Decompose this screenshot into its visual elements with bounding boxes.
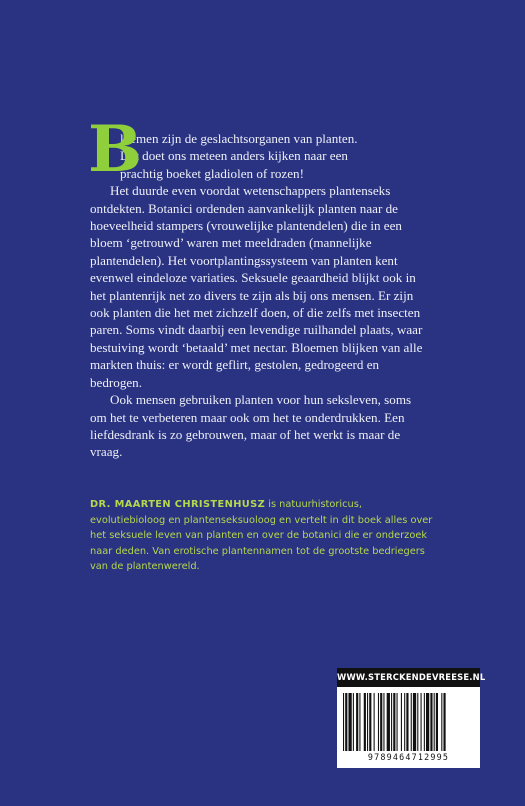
barcode-bar — [413, 693, 416, 751]
lead-line: Dat doet ons meteen anders kijken naar een — [120, 148, 348, 164]
barcode-bar — [411, 693, 412, 751]
barcode-bar — [380, 693, 382, 751]
barcode-bar — [404, 693, 405, 751]
barcode-bar — [441, 693, 442, 751]
barcode-bar — [397, 693, 398, 751]
barcode-panel — [337, 668, 486, 768]
barcode-bar — [356, 693, 358, 751]
barcode-bar — [387, 693, 390, 751]
drop-cap: B — [88, 112, 143, 187]
barcode-bar — [345, 693, 347, 751]
barcode-bar — [426, 693, 429, 751]
isbn-digits: 9789464712995 — [367, 752, 450, 762]
barcode-bar — [401, 693, 402, 751]
barcode-bar — [343, 693, 344, 751]
barcode-bar — [353, 693, 354, 751]
lead-line: prachtig boeket gladiolen of rozen! — [120, 165, 304, 181]
barcode-bar — [374, 693, 375, 751]
author-bio — [90, 497, 435, 575]
barcode-bar — [417, 693, 418, 751]
blurb-paragraph: Het duurde even voordat wetenschappers plantenseks ontdekten. Botanici ordenden aanvankelijk planten naar de hoeveelheid stampers (vrouwelijke plantendelen) die in een bloem ‘getrouwd’ waren met meeldraden (mannelijke plantendelen). Het voortplantingssysteem van planten kent evenwel eindeloze variaties. Seksuele geaardheid blijkt ook in het plantenrijk net zo divers te zijn als bij ons mensen. Er zijn ook planten die het met zichzelf doen, of die zelfs met insecten paren. Soms vindt daarbij een levendige ruilhandel plaats, waar bestuiving wordt ‘betaald’ met nectar. Bloemen blijken van alle markten thuis: er wordt geflirt, gestolen, gedrogeerd en bedrogen. — [90, 183, 423, 390]
barcode-bar — [348, 693, 351, 751]
author-name: DR. MAARTEN CHRISTENHUSZ — [90, 499, 266, 510]
barcode-bar — [393, 693, 395, 751]
barcode-bar — [359, 693, 360, 751]
publisher-url: WWW.STERCKENDEVREESE.NL — [337, 668, 480, 687]
blurb-paragraph: Ook mensen gebruiken planten voor hun seksleven, soms om het te verbeteren maar ook om het te onderdrukken. Een liefdesdrank is zo gebrouwen, maar of het werkt is maar de vraag. — [90, 392, 412, 460]
barcode-bar — [367, 693, 368, 751]
barcode-bar — [364, 693, 366, 751]
barcode-bar — [378, 693, 379, 751]
blurb — [88, 112, 430, 461]
barcode-bar — [406, 693, 408, 751]
barcode-bar — [424, 693, 425, 751]
barcode-bars — [343, 693, 474, 751]
blurb-lead — [88, 112, 430, 187]
author-bio-text: is natuurhistoricus, evolutiebioloog en plantenseksuoloog en vertelt in dit boek alles over het seksuele leven van planten en over de botanici die er onderzoek naar deden. Van erotische plantennamen tot de grootste bedriegers van de plantenwereld. — [90, 499, 433, 572]
barcode-bar — [430, 693, 432, 751]
barcode-bar — [369, 693, 371, 751]
lead-line: loemen zijn de geslachtsorganen van planten. — [120, 131, 358, 146]
barcode-bar — [391, 693, 392, 751]
barcode-bar — [421, 693, 422, 751]
barcode-bar — [443, 693, 445, 751]
barcode-bar — [434, 693, 435, 751]
barcode-bar — [383, 693, 384, 751]
barcode-bar — [436, 693, 438, 751]
